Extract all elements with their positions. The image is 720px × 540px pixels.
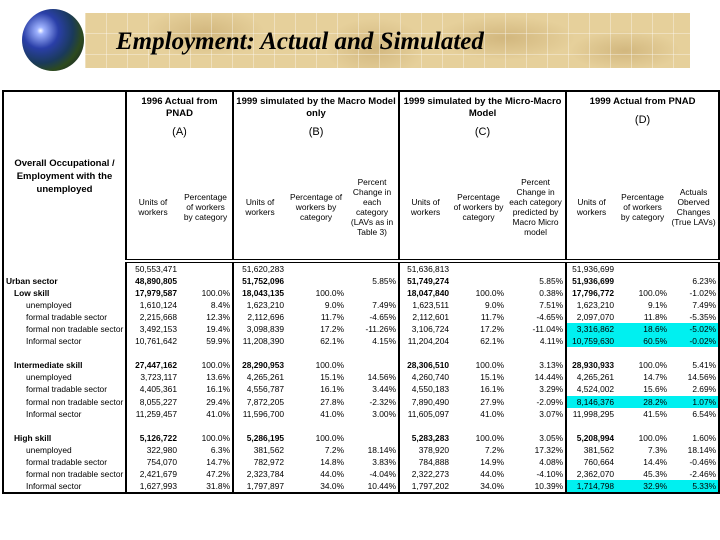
a-units: 3,723,117 <box>126 371 179 383</box>
c-pct: 11.7% <box>480 312 505 323</box>
pct-header-b: Percentage of workers by category <box>286 154 346 261</box>
d-units: 28,930,933 <box>566 359 616 371</box>
d-units: 2,362,070 <box>566 468 616 480</box>
table-row <box>3 359 719 371</box>
c-units: 378,920 <box>399 444 451 456</box>
row-label: unemployed <box>26 372 72 383</box>
b-change: 3.83% <box>372 456 397 467</box>
d-change: -0.02% <box>669 335 719 347</box>
table-row <box>3 371 719 383</box>
a-pct: 100.0% <box>201 432 231 443</box>
b-change: 5.85% <box>372 276 397 287</box>
b-change: 4.15% <box>372 336 397 347</box>
table-row <box>3 311 719 323</box>
c-pct: 27.9% <box>480 396 505 407</box>
c-pct: 100.0% <box>475 432 505 443</box>
table-row <box>3 275 719 287</box>
b-units <box>233 347 286 359</box>
c-change: 3.13% <box>539 360 564 371</box>
d-units: 51,936,699 <box>566 275 616 287</box>
d-pct: 14.7% <box>643 372 668 383</box>
b-pct: 17.2% <box>320 324 345 335</box>
c-pct <box>451 261 506 275</box>
d-units: 760,664 <box>566 456 616 468</box>
table-row <box>3 432 719 444</box>
b-pct: 11.7% <box>320 312 345 323</box>
row-label <box>3 420 126 432</box>
table-row <box>3 480 719 493</box>
a-pct <box>179 261 233 275</box>
d-pct <box>616 420 669 432</box>
d-change: 2.69% <box>692 384 717 395</box>
a-pct: 12.3% <box>206 312 231 323</box>
d-units: 8,146,376 <box>566 396 616 408</box>
d-change: 6.23% <box>692 276 717 287</box>
a-units: 10,761,642 <box>126 335 179 347</box>
c-pct: 34.0% <box>480 480 505 491</box>
c-units: 5,283,283 <box>399 432 451 444</box>
a-pct <box>179 275 233 287</box>
b-pct: 7.2% <box>324 444 345 455</box>
c-pct <box>451 420 506 432</box>
d-units: 381,562 <box>566 444 616 456</box>
table-row <box>3 408 719 420</box>
b-pct: 34.0% <box>320 480 345 491</box>
table-row <box>3 335 719 347</box>
b-units: 2,112,696 <box>233 311 286 323</box>
c-pct: 15.1% <box>480 372 505 383</box>
b-change: 7.49% <box>372 300 397 311</box>
pct-header-a: Percentage of workers by category <box>179 154 233 261</box>
b-units: 4,265,261 <box>233 371 286 383</box>
d-units <box>566 347 616 359</box>
c-units: 11,605,097 <box>399 408 451 420</box>
row-label: formal non tradable sector <box>26 396 124 407</box>
row-label: Urban sector <box>6 276 58 287</box>
b-pct: 100.0% <box>315 288 345 299</box>
row-label: High skill <box>14 432 52 443</box>
row-label: unemployed <box>26 300 72 311</box>
d-pct: 9.1% <box>647 300 668 311</box>
row-label: Informal sector <box>26 408 82 419</box>
c-change <box>506 261 566 275</box>
a-units: 2,421,679 <box>126 468 179 480</box>
c-change <box>506 347 566 359</box>
b-pct: 16.1% <box>320 384 345 395</box>
row-header: Overall Occupational / Employment with the unemployed <box>14 158 115 195</box>
c-units: 18,047,840 <box>399 287 451 299</box>
c-units: 3,106,724 <box>399 323 451 335</box>
d-units: 1,623,210 <box>566 299 616 311</box>
b-pct: 100.0% <box>315 360 345 371</box>
row-label: formal tradable sector <box>26 384 107 395</box>
b-change: -4.04% <box>369 468 397 479</box>
b-units: 28,290,953 <box>233 359 286 371</box>
c-change: -4.10% <box>536 468 564 479</box>
b-units: 1,623,210 <box>233 299 286 311</box>
units-header-d: Units of workers <box>566 154 616 261</box>
row-label: unemployed <box>26 444 72 455</box>
a-units: 8,055,227 <box>126 396 179 408</box>
b-change: 18.14% <box>367 444 397 455</box>
b-pct <box>286 275 346 287</box>
a-units: 754,070 <box>126 456 179 468</box>
a-units: 5,126,722 <box>126 432 179 444</box>
globe-logo <box>22 9 84 71</box>
a-pct: 14.7% <box>206 456 231 467</box>
c-change: 7.51% <box>539 300 564 311</box>
d-change: -1.02% <box>689 288 717 299</box>
b-units: 7,872,205 <box>233 396 286 408</box>
a-pct <box>179 347 233 359</box>
b-pct: 15.1% <box>320 372 345 383</box>
c-pct: 17.2% <box>480 324 505 335</box>
row-label: Low skill <box>14 288 50 299</box>
a-pct: 16.1% <box>206 384 231 395</box>
a-pct: 29.4% <box>206 396 231 407</box>
row-label: formal tradable sector <box>26 312 107 323</box>
c-change: 10.39% <box>534 480 564 491</box>
row-label: formal non tradable sector <box>26 468 124 479</box>
c-units: 4,550,183 <box>399 383 451 395</box>
employment-table <box>2 90 720 494</box>
c-change: 4.11% <box>539 336 564 347</box>
a-units: 17,979,587 <box>126 287 179 299</box>
c-pct <box>451 275 506 287</box>
a-units <box>126 420 179 432</box>
b-change <box>346 432 399 444</box>
a-pct: 13.6% <box>206 372 231 383</box>
table-row <box>3 396 719 408</box>
b-pct: 62.1% <box>320 336 345 347</box>
d-pct: 100.0% <box>638 288 668 299</box>
b-units: 2,323,784 <box>233 468 286 480</box>
c-units: 4,260,740 <box>399 371 451 383</box>
change-header-d: Actuals Oberved Changes (True LAVs) <box>669 154 719 261</box>
c-pct: 16.1% <box>480 384 505 395</box>
d-units: 2,097,070 <box>566 311 616 323</box>
row-label: formal tradable sector <box>26 456 107 467</box>
d-pct: 7.3% <box>647 444 668 455</box>
page-title: Employment: Actual and Simulated <box>116 28 484 55</box>
c-pct: 62.1% <box>480 336 505 347</box>
table-row <box>3 261 719 275</box>
a-units: 322,980 <box>126 444 179 456</box>
b-change <box>346 287 399 299</box>
c-pct: 9.0% <box>484 300 505 311</box>
c-change: 4.08% <box>539 456 564 467</box>
table-row <box>3 468 719 480</box>
d-change: -5.02% <box>669 323 719 335</box>
a-pct: 19.4% <box>206 324 231 335</box>
d-change: 7.49% <box>692 300 717 311</box>
a-pct: 100.0% <box>201 360 231 371</box>
d-pct: 45.3% <box>643 468 668 479</box>
b-units <box>233 420 286 432</box>
a-units: 3,492,153 <box>126 323 179 335</box>
d-pct: 100.0% <box>638 432 668 443</box>
d-units: 3,316,862 <box>566 323 616 335</box>
a-pct: 31.8% <box>206 480 231 491</box>
b-change <box>346 359 399 371</box>
c-units: 2,322,273 <box>399 468 451 480</box>
d-change: -5.35% <box>689 312 717 323</box>
b-change: 3.44% <box>372 384 397 395</box>
row-label: Informal sector <box>26 480 82 491</box>
table-row <box>3 323 719 335</box>
pct-header-c: Percentage of workers by category <box>451 154 506 261</box>
table-row <box>3 420 719 432</box>
c-units: 7,890,490 <box>399 396 451 408</box>
b-change: 10.44% <box>367 480 397 491</box>
d-pct <box>616 261 669 275</box>
a-units: 27,447,162 <box>126 359 179 371</box>
d-pct: 14.4% <box>643 456 668 467</box>
b-pct <box>286 261 346 275</box>
table-row <box>3 383 719 395</box>
c-change: -2.09% <box>536 396 564 407</box>
d-pct: 28.2% <box>616 396 669 408</box>
a-pct: 59.9% <box>206 336 231 347</box>
change-header-c: Percent Change in each category predicted by Macro Micro model <box>506 154 566 261</box>
d-pct: 11.8% <box>643 312 668 323</box>
d-pct: 18.6% <box>616 323 669 335</box>
c-change: 17.32% <box>534 444 564 455</box>
d-units: 4,524,002 <box>566 383 616 395</box>
c-pct: 7.2% <box>484 444 505 455</box>
b-pct: 9.0% <box>324 300 345 311</box>
group-header-c: 1999 simulated by the Micro-Macro Model (C) <box>399 91 566 154</box>
c-change: 3.05% <box>539 432 564 443</box>
row-label <box>3 347 126 359</box>
b-pct <box>286 347 346 359</box>
b-units: 51,752,096 <box>233 275 286 287</box>
c-change: -11.04% <box>532 324 564 335</box>
b-units: 3,098,839 <box>233 323 286 335</box>
b-pct: 14.8% <box>320 456 345 467</box>
table-row <box>3 299 719 311</box>
d-change: 14.56% <box>687 372 717 383</box>
c-pct: 44.0% <box>480 468 505 479</box>
d-units: 11,998,295 <box>566 408 616 420</box>
c-units <box>399 347 451 359</box>
a-pct: 47.2% <box>206 468 231 479</box>
c-change: 0.38% <box>539 288 564 299</box>
a-pct <box>179 420 233 432</box>
d-change: 5.33% <box>669 480 719 493</box>
change-header-b: Percent Change in each category (LAVs as in Table 3) <box>346 154 399 261</box>
b-change: 14.56% <box>367 372 397 383</box>
a-units: 1,610,124 <box>126 299 179 311</box>
d-change: 1.07% <box>669 396 719 408</box>
d-units: 5,208,994 <box>566 432 616 444</box>
c-units: 51,636,813 <box>399 261 451 275</box>
c-units: 2,112,601 <box>399 311 451 323</box>
a-units: 2,215,668 <box>126 311 179 323</box>
b-pct: 41.0% <box>320 408 345 419</box>
a-units: 48,890,805 <box>126 275 179 287</box>
d-change: -2.46% <box>689 468 717 479</box>
table-row <box>3 287 719 299</box>
c-units: 28,306,510 <box>399 359 451 371</box>
c-units: 784,888 <box>399 456 451 468</box>
b-units: 4,556,787 <box>233 383 286 395</box>
table-row <box>3 347 719 359</box>
a-pct: 41.0% <box>206 408 231 419</box>
c-change: 3.29% <box>539 384 564 395</box>
a-units: 4,405,361 <box>126 383 179 395</box>
d-change: -0.46% <box>689 456 717 467</box>
c-units: 51,749,274 <box>399 275 451 287</box>
d-units: 10,759,630 <box>566 335 616 347</box>
c-units: 11,204,204 <box>399 335 451 347</box>
d-units: 17,796,772 <box>566 287 616 299</box>
a-pct: 6.3% <box>210 444 231 455</box>
a-pct: 8.4% <box>210 300 231 311</box>
b-units: 1,797,897 <box>233 480 286 493</box>
d-pct: 15.6% <box>643 384 668 395</box>
d-change: 1.60% <box>692 432 717 443</box>
c-pct: 100.0% <box>475 288 505 299</box>
group-header-d: 1999 Actual from PNAD (D) <box>566 91 719 154</box>
row-label: Informal sector <box>26 336 82 347</box>
a-units: 1,627,993 <box>126 480 179 493</box>
c-change: -4.65% <box>536 312 564 323</box>
b-pct: 100.0% <box>315 432 345 443</box>
b-units: 18,043,135 <box>233 287 286 299</box>
table-body <box>3 261 719 493</box>
c-units: 1,623,511 <box>399 299 451 311</box>
c-units: 1,797,202 <box>399 480 451 493</box>
b-change: 3.00% <box>372 408 397 419</box>
a-units: 50,553,471 <box>126 261 179 275</box>
d-pct: 60.5% <box>616 335 669 347</box>
d-pct: 32.9% <box>616 480 669 493</box>
group-header-a: 1996 Actual from PNAD (A) <box>126 91 233 154</box>
b-units: 782,972 <box>233 456 286 468</box>
b-change <box>346 261 399 275</box>
b-change: -11.26% <box>365 324 397 335</box>
c-change: 5.85% <box>539 276 564 287</box>
b-change <box>346 420 399 432</box>
row-label: Intermediate skill <box>14 360 83 371</box>
d-pct: 41.5% <box>643 408 668 419</box>
b-pct: 44.0% <box>320 468 345 479</box>
row-label <box>3 261 126 275</box>
b-change: -4.65% <box>369 312 397 323</box>
row-label: formal non tradable sector <box>26 324 124 335</box>
d-pct <box>616 275 669 287</box>
table-row <box>3 456 719 468</box>
units-header-c: Units of workers <box>399 154 451 261</box>
d-units <box>566 420 616 432</box>
pct-header-d: Percentage of workers by category <box>616 154 669 261</box>
b-change: -2.32% <box>369 396 397 407</box>
c-units <box>399 420 451 432</box>
b-units: 11,596,700 <box>233 408 286 420</box>
b-pct: 27.8% <box>320 396 345 407</box>
d-change <box>669 347 719 359</box>
a-units: 11,259,457 <box>126 408 179 420</box>
units-header-b: Units of workers <box>233 154 286 261</box>
c-pct: 41.0% <box>480 408 505 419</box>
d-units: 4,265,261 <box>566 371 616 383</box>
d-units: 51,936,699 <box>566 261 616 275</box>
c-pct: 100.0% <box>475 360 505 371</box>
d-change <box>669 261 719 275</box>
b-units: 51,620,283 <box>233 261 286 275</box>
a-units <box>126 347 179 359</box>
d-change: 18.14% <box>687 444 717 455</box>
b-pct <box>286 420 346 432</box>
c-change: 14.44% <box>534 372 564 383</box>
d-change: 5.41% <box>692 360 717 371</box>
c-change: 3.07% <box>539 408 564 419</box>
b-change <box>346 347 399 359</box>
group-header-b: 1999 simulated by the Macro Model only (B) <box>233 91 399 154</box>
d-pct: 100.0% <box>638 360 668 371</box>
c-change <box>506 420 566 432</box>
b-units: 11,208,390 <box>233 335 286 347</box>
d-pct <box>616 347 669 359</box>
c-pct <box>451 347 506 359</box>
d-units: 1,714,798 <box>566 480 616 493</box>
d-change <box>669 420 719 432</box>
a-pct: 100.0% <box>201 288 231 299</box>
b-units: 381,562 <box>233 444 286 456</box>
table-row <box>3 444 719 456</box>
c-pct: 14.9% <box>480 456 505 467</box>
units-header-a: Units of workers <box>126 154 179 261</box>
d-change: 6.54% <box>692 408 717 419</box>
b-units: 5,286,195 <box>233 432 286 444</box>
